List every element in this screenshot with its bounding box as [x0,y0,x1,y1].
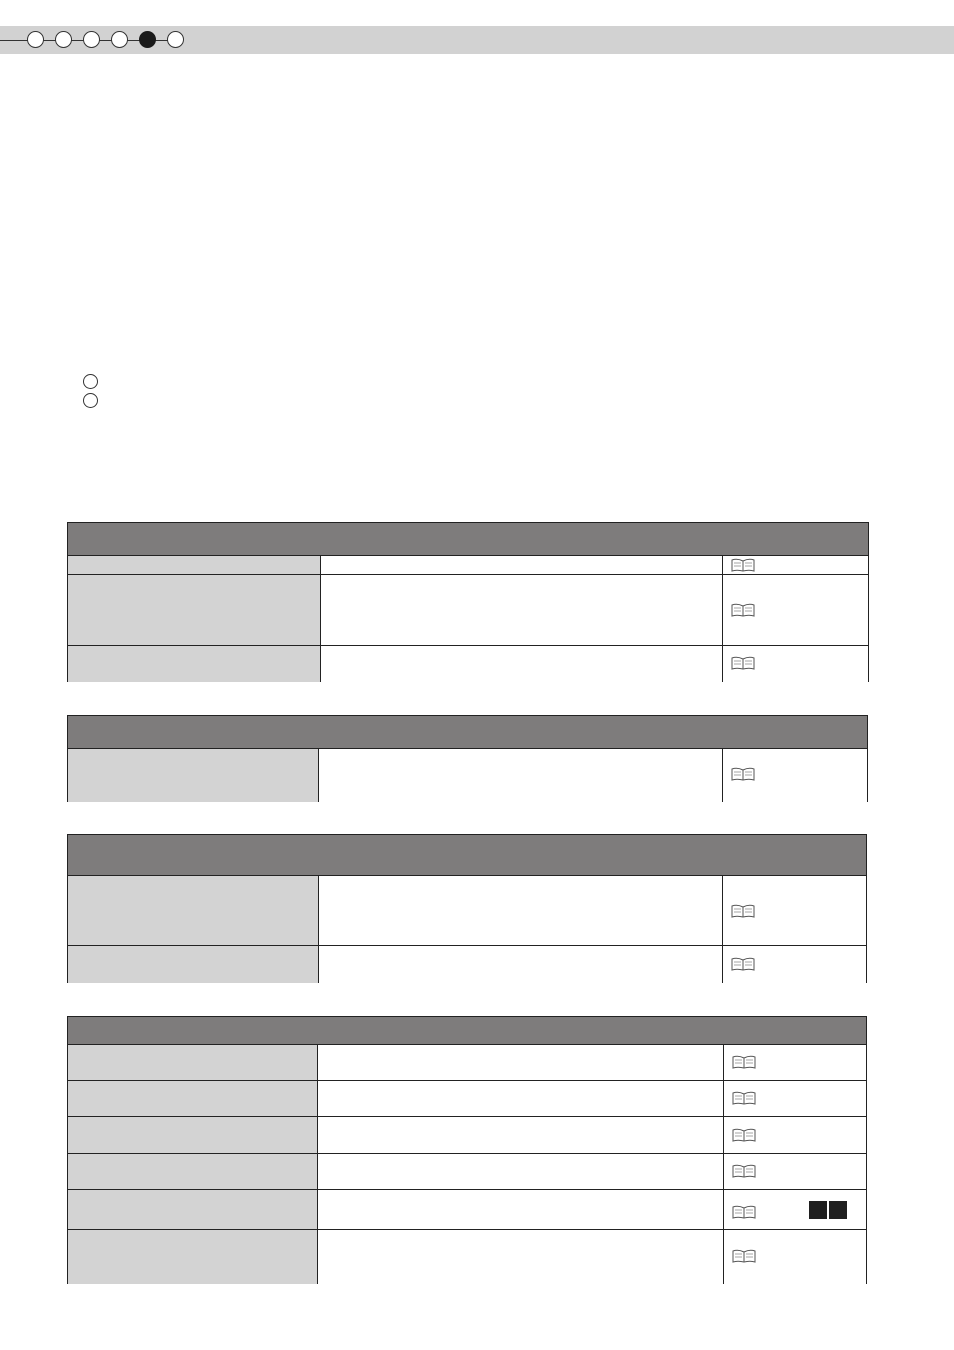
table-2-header [68,716,867,749]
row-reference-cell [724,1081,866,1117]
table-row [68,1189,866,1230]
row-description-cell [321,575,723,646]
table-row [68,1044,866,1081]
row-label-cell [68,556,321,575]
table-row [68,645,868,682]
row-label-cell [68,1045,318,1081]
table-2 [67,715,868,802]
step-1-icon [27,31,44,48]
table-row [68,748,867,802]
row-description-cell [321,556,723,575]
row-label-cell [68,749,319,802]
row-label-cell [68,646,321,682]
table-1 [67,522,869,682]
table-3-header [68,835,866,876]
row-label-cell [68,1154,318,1190]
row-reference-cell [723,946,866,983]
row-description-cell [319,876,723,946]
note-circle-2-icon [83,393,98,408]
table-4 [67,1016,867,1284]
row-label-cell [68,946,319,983]
table-row [68,875,866,946]
table-row [68,1080,866,1117]
black-badge-2-icon [829,1201,847,1219]
book-reference-icon[interactable] [731,957,755,971]
table-row [68,945,866,983]
row-label-cell [68,575,321,646]
row-reference-cell [724,1117,866,1154]
row-label-cell [68,1081,318,1117]
row-label-cell [68,876,319,946]
book-reference-icon[interactable] [731,656,755,670]
row-label-cell [68,1190,318,1230]
black-badge-1-icon [809,1201,827,1219]
book-reference-icon[interactable] [732,1128,756,1142]
row-label-cell [68,1117,318,1154]
book-reference-icon[interactable] [732,1091,756,1105]
table-row [68,1229,866,1284]
row-reference-cell [723,556,868,575]
row-description-cell [318,1045,724,1081]
book-reference-icon[interactable] [731,558,755,572]
table-row [68,1116,866,1154]
book-reference-icon[interactable] [731,904,755,918]
row-reference-cell [724,1045,866,1081]
table-row [68,574,868,646]
row-reference-cell [723,646,868,682]
step-4-icon [111,31,128,48]
book-reference-icon[interactable] [732,1205,756,1219]
book-reference-icon[interactable] [731,767,755,781]
book-reference-icon[interactable] [731,603,755,617]
row-description-cell [319,749,723,802]
step-3-icon [83,31,100,48]
row-reference-cell [723,575,868,646]
book-reference-icon[interactable] [732,1249,756,1263]
row-description-cell [319,946,723,983]
step-2-icon [55,31,72,48]
row-reference-cell [723,876,866,946]
row-description-cell [321,646,723,682]
table-1-header [68,523,868,556]
row-description-cell [318,1230,724,1284]
row-reference-cell [724,1230,866,1284]
row-description-cell [318,1154,724,1190]
row-description-cell [318,1117,724,1154]
row-reference-cell [723,749,867,802]
table-3 [67,834,867,983]
row-description-cell [318,1190,724,1230]
step-6-icon [167,31,184,48]
row-label-cell [68,1230,318,1284]
book-reference-icon[interactable] [732,1164,756,1178]
note-circle-1-icon [83,374,98,389]
table-4-header [68,1017,866,1045]
row-reference-cell [724,1154,866,1190]
table-row [68,1153,866,1190]
book-reference-icon[interactable] [732,1055,756,1069]
row-reference-cell [724,1190,866,1230]
table-row [68,555,868,575]
step-5-active-icon [139,31,156,48]
row-description-cell [318,1081,724,1117]
